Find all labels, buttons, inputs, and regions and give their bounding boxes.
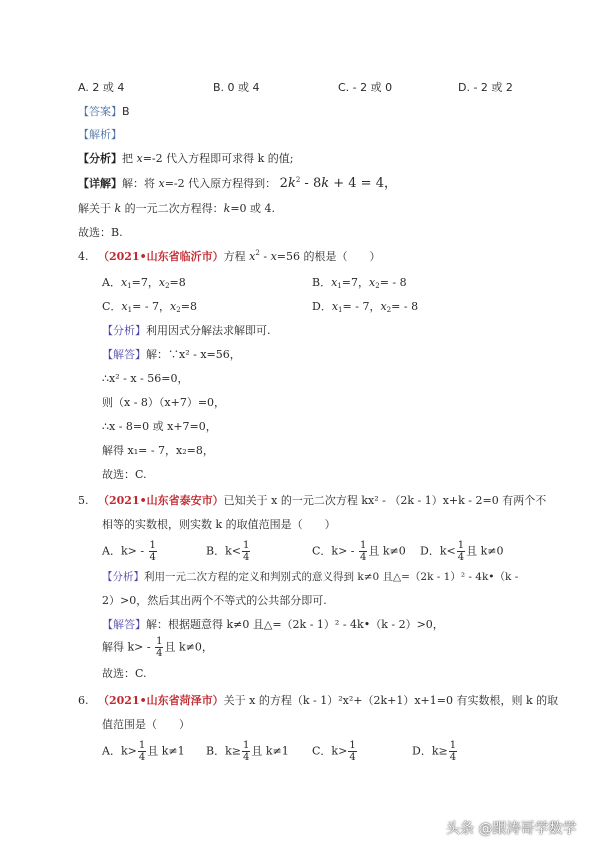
question-number: 6. — [78, 694, 89, 707]
q4-option-a: A．$x_1=7$，$x_2=8$ — [102, 276, 186, 290]
q3-choose: 故选：B. — [78, 226, 123, 239]
equation: $2k^2 - 8k + 4 = 4$， — [279, 176, 397, 191]
jieda-label: 【解答】 — [102, 348, 146, 361]
q6-stem-line2: 值范围是（ ） — [102, 718, 190, 731]
q6-option-a: A．k> $\frac{1}{4}$ 且 k≠1 — [102, 740, 185, 763]
q4-option-c: C．$x_1= - 7$，$x_2=8$ — [102, 300, 197, 314]
q3-analysis-label: 【解析】 — [78, 128, 122, 141]
watermark: 头条 @跟涛哥学数学 — [446, 821, 577, 837]
var: x — [158, 177, 165, 190]
q4-fenxi: 【分析】利用因式分解法求解即可. — [102, 324, 271, 337]
q4-option-d: D．$x_1= - 7$，$x_2= - 8$ — [312, 300, 419, 314]
q5-option-a: A．k> - $\frac{1}{4}$ — [102, 540, 156, 563]
answer-label: 【答案】 — [78, 105, 122, 118]
q4-step: ∴x - 8=0 或 x+7=0， — [102, 420, 217, 433]
question-number: 4. — [78, 250, 89, 263]
q5-option-d: D．k< $\frac{1}{4}$ 且 k≠0 — [420, 540, 504, 563]
var: x — [136, 152, 143, 165]
q3-option-d: D. ‑ 2 或 2 — [458, 81, 513, 94]
q6-option-d: D．k≥ $\frac{1}{4}$ — [412, 740, 457, 763]
question-number: 5. — [78, 494, 89, 507]
q5-stem-line2: 相等的实数根，则实数 k 的取值范围是（ ） — [102, 518, 336, 531]
q3-answer — [78, 105, 130, 119]
text: 解：将 — [122, 177, 159, 190]
fenxi-label: 【分析】 — [78, 152, 122, 165]
q3-option-b: B. 0 或 4 — [213, 81, 260, 94]
text: =-2 代入原方程得到： — [164, 177, 277, 190]
q5-solution: 解得 k> - $\frac{1}{4}$ 且 k≠0， — [102, 636, 213, 659]
xiangjie-label: 【详解】 — [78, 177, 122, 190]
answer-value: B — [122, 105, 130, 118]
q6-stem-line1: 6. （2021•山东省菏泽市）关于 x 的方程（k - 1）²x²+（2k+1）x+1=0 有实数根，则 k 的取 — [78, 694, 559, 707]
q4-jieda: 【解答】解：∵x² - x=56， — [102, 348, 241, 361]
fenxi-label: 【分析】 — [102, 324, 146, 337]
q5-option-c: C．k> - $\frac{1}{4}$ 且 k≠0 — [312, 540, 406, 563]
q4-choose: 故选：C. — [102, 468, 147, 481]
q3-option-c: C. ‑ 2 或 0 — [338, 81, 393, 94]
q4-stem: 4. （2021•山东省临沂市）方程 $x^2 - x=56$ 的根是（ ） — [78, 249, 381, 263]
q4-option-b: B．$x_1=7$，$x_2= - 8$ — [312, 276, 407, 290]
q5-stem-line1: 5. （2021•山东省泰安市）已知关于 x 的一元二次方程 kx² - （2k - 1）x+k - 2=0 有两个不 — [78, 494, 547, 507]
q5-fenxi-line1: 【分析】利用一元二次方程的定义和判别式的意义得到 k≠0 且△=（2k - 1）² - 4k•（k - — [102, 571, 519, 583]
q6-option-c: C．k> $\frac{1}{4}$ — [312, 740, 356, 763]
q3-fenxi — [78, 152, 294, 166]
q5-jieda: 【解答】解：根据题意得 k≠0 且△=（2k - 1）² - 4k•（k - 2）>0， — [102, 618, 444, 631]
q3-xiangjie — [78, 177, 397, 191]
question-source: （2021•山东省菏泽市） — [98, 694, 224, 707]
q4-step: ∴x² - x - 56=0， — [102, 372, 189, 385]
q3-solve: 解关于 k 的一元二次方程得：k=0 或 4. — [78, 202, 276, 215]
q4-step: 则（x - 8）（x+7）=0， — [102, 396, 226, 409]
q5-option-b: B．k< $\frac{1}{4}$ — [206, 540, 250, 563]
question-source: （2021•山东省临沂市） — [98, 250, 224, 263]
q4-step: 解得 x₁= - 7，x₂=8， — [102, 444, 214, 457]
q3-option-a: A. 2 或 4 — [78, 81, 125, 94]
q6-option-b: B．k≥ $\frac{1}{4}$ 且 k≠1 — [206, 740, 289, 763]
fenxi-label: 【分析】 — [102, 571, 144, 583]
question-source: （2021•山东省泰安市） — [98, 494, 224, 507]
jieda-label: 【解答】 — [102, 618, 146, 631]
text: 把 — [122, 152, 137, 165]
q5-fenxi-line2: 2）>0，然后其出两个不等式的公共部分即可. — [102, 594, 327, 607]
text: =-2 代入方程即可求得 k 的值; — [142, 152, 294, 165]
q5-choose: 故选：C. — [102, 667, 147, 680]
